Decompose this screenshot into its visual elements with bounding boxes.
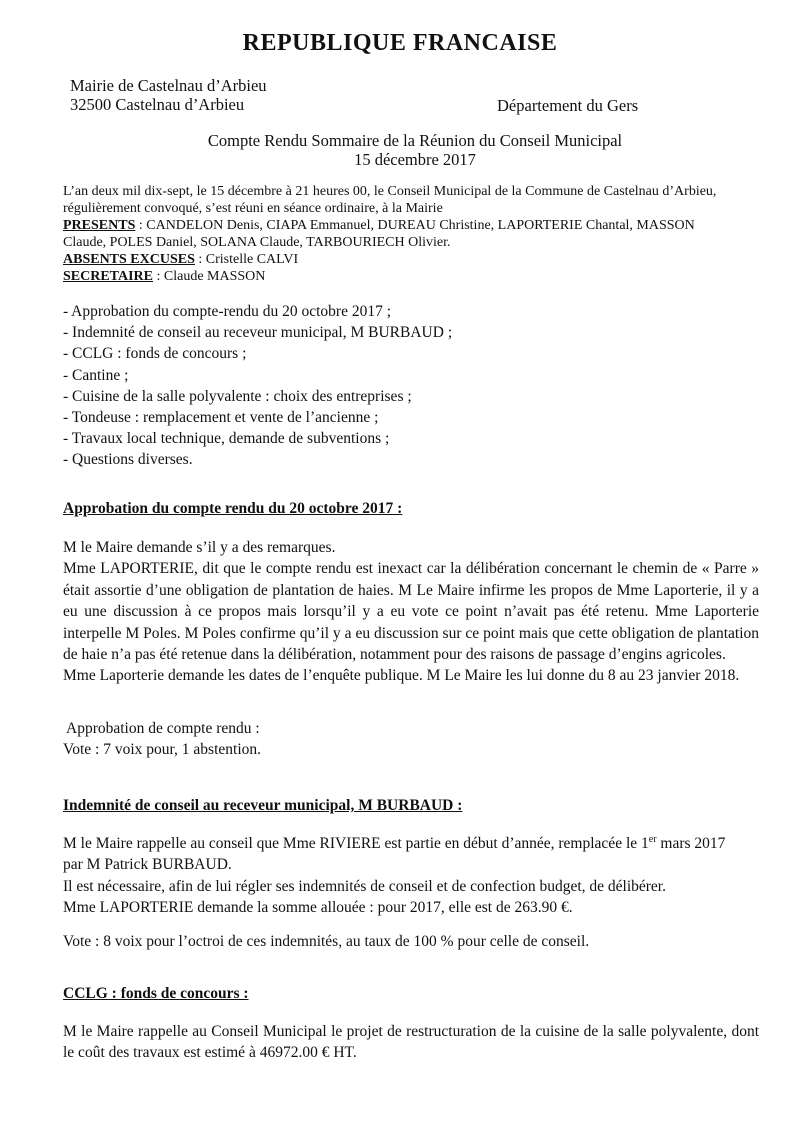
section-approbation-vote [63,718,759,761]
paragraph: M le Maire demande s’il y a des remarques. [63,539,336,556]
section-heading-approbation: Approbation du compte rendu du 20 octobre 2017 : [63,500,403,517]
agenda-item: - CCLG : fonds de concours ; [63,345,247,363]
section-indemnite-body [63,833,759,919]
agenda-list [63,301,452,471]
page-title: REPUBLIQUE FRANCAISE [242,30,558,56]
paragraph: par M Patrick BURBAUD. [63,856,232,874]
intro-line-1: L’an deux mil dix-sept, le 15 décembre à 21 heures 00, le Conseil Municipal de la Commune de Castelnau d’Arbieu, [63,184,717,199]
report-title: Compte Rendu Sommaire de la Réunion du Conseil Municipal [207,131,623,150]
report-date: 15 décembre 2017 [354,150,476,169]
absents-label: ABSENTS EXCUSES [63,252,195,267]
secretaire-name: : Claude MASSON [153,269,266,284]
agenda-item: - Questions diverses. [63,451,193,469]
agenda-item: - Tondeuse : remplacement et vente de l’ancienne ; [63,409,379,427]
section-indemnite-vote: Vote : 8 voix pour l’octroi de ces indemnités, au taux de 100 % pour celle de conseil. [63,933,590,950]
presents-label: PRESENTS [63,218,136,233]
absents-line [63,252,298,268]
section-approbation-body [63,537,759,687]
section-heading-cclg: CCLG : fonds de concours : [63,985,249,1002]
paragraph-text: M le Maire rappelle au conseil que Mme RIVIERE est partie en début d’année, remplacée le 1 [63,835,649,852]
agenda-item: - Cuisine de la salle polyvalente : choix des entreprises ; [63,387,412,405]
paragraph: Il est nécessaire, afin de lui régler ses indemnités de conseil et de confection budget, de délibérer. [63,877,666,895]
mairie-postal-address: 32500 Castelnau d’Arbieu [70,95,245,114]
agenda-item: - Cantine ; [63,366,129,384]
paragraph [63,833,759,854]
presents-line-1 [63,218,695,234]
section-cclg-body: M le Maire rappelle au Conseil Municipal le projet de restructuration de la cuisine de la salle polyvalente, dont le coût des travaux est estimé à 46972.00 € HT. [63,1023,759,1062]
section-heading-indemnite: Indemnité de conseil au receveur municipal, M BURBAUD : [63,797,463,814]
agenda-item: - Indemnité de conseil au receveur municipal, M BURBAUD ; [63,324,453,342]
absents-names: : Cristelle CALVI [194,252,299,267]
vote-result: Vote : 7 voix pour, 1 abstention. [63,741,261,759]
mairie-name: Mairie de Castelnau d’Arbieu [70,76,267,95]
departement: Département du Gers [497,96,639,115]
secretaire-label: SECRETAIRE [63,269,153,284]
agenda-item: - Approbation du compte-rendu du 20 octobre 2017 ; [63,303,392,320]
paragraph: Mme LAPORTERIE demande la somme allouée : pour 2017, elle est de 263.90 €. [63,899,573,917]
intro-line-2: régulièrement convoqué, s’est réuni en séance ordinaire, à la Mairie [63,201,443,216]
paragraph: Mme Laporterie demande les dates de l’enquête publique. M Le Maire les lui donne du 8 au 23 janvier 2018. [63,667,740,685]
agenda-item: - Travaux local technique, demande de subventions ; [63,430,390,448]
presents-line-2: Claude, POLES Daniel, SOLANA Claude, TARBOURIECH Olivier. [63,235,451,250]
ordinal-suffix: er [648,833,657,845]
secretaire-line [63,269,265,285]
paragraph: Mme LAPORTERIE, dit que le compte rendu est inexact car la délibération concernant le chemin de « Parre » était assortie d’une obligation de plantation de haies. M Le Maire infirme les propos de Mme Laporterie, il y a eu une discussion à ce propos mais lorsqu’il y a eu vote ce point n’avait pas été retenu. Mme Laporterie interpelle M Poles. M Poles confirme qu’il y a eu discussion sur ce point mais que cette obligation de plantation de haie n’a pas été retenue dans la délibération, notamment pour des raisons de passage d’engins agricoles. [63,560,759,664]
vote-label: Approbation de compte rendu : [66,720,260,737]
paragraph-text: mars 2017 [656,835,726,852]
presents-names: : CANDELON Denis, CIAPA Emmanuel, DUREAU Christine, LAPORTERIE Chantal, MASSON [135,218,695,233]
